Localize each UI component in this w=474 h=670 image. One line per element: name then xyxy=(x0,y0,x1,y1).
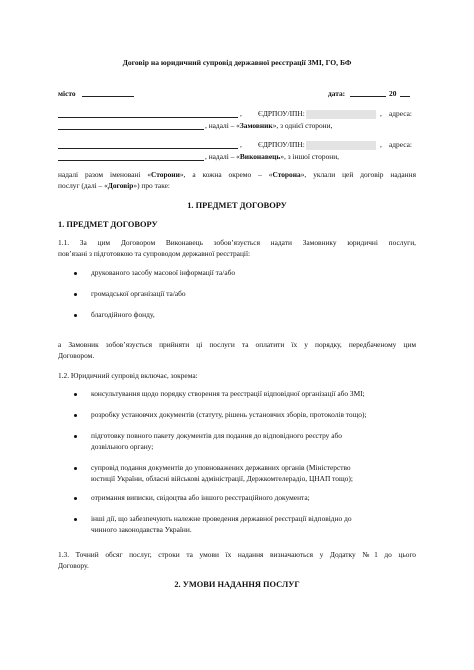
clause-1-3-line-1: 1.3. Точний обсяг послуг, строки та умови їх надання визначаються у Додатку №1 до цього xyxy=(58,550,416,559)
party1-edrpou-label: ЄДРПОУ/ІПН: xyxy=(258,109,305,118)
party2-address-field[interactable] xyxy=(58,160,204,161)
list1-item: друкованого засобу масової інформації та/або xyxy=(91,268,236,277)
intro-line-1: надалі разом іменовані «Сторони», а кожна окремо – «Сторона», уклали цей договір надання xyxy=(58,170,416,179)
bullet-icon xyxy=(74,272,77,275)
bullet-icon xyxy=(74,293,77,296)
bullet-icon xyxy=(74,518,77,521)
document-page: Договір на юридичний супровід державної реєстрації ЗМІ, ГО, БФ місто дата: 20 , ЄДРПОУ/ІПН: , адреса: , надалі – «Замовник», з однієї сторони, , ЄДРПОУ/ІПН: , адреса: , надалі – «Виконавець», з іншої сторони, надалі разом іменовані «Сторони», а кожна окремо – «Сторона», уклали цей договір надання послуг (далі – «Договір») про таке: 1. ПРЕДМЕТ ДОГОВОРУ 1. ПРЕДМЕТ ДОГОВОРУ 1.1. За цим Договором Виконавець зобов’язується надати Замовнику юридичні послуги, пов’язані з підготовкою та супроводом державної реєстрації: друкованого засобу масової інформації та/або громадської організації та/або благодійного фонду, а Замовник зобов’язується прийняти ці послуги та оплатити їх у порядку, передбаченому цим Договором. 1.2. Юридичний супровід включає, зокрема: консультування щодо порядку створення та реєстрації відповідної організації або ЗМІ; розробку установчих документів (статуту, рішень установчих зборів, протоколів тощо); підготовку повного пакету документів для подання до відповідного реєстру або дозвільного органу; супровід подання документів до уповноважених державних органів (Міністерство юстиції України, обласні військові адміністрації, Держкомтелерадіо, ЦНАП тощо); отримання виписки, свідоцтва або іншого реєстраційного документа; інші дії, що забезпечують належне проведення державної реєстрації відповідно до чинного законодавства України. 1.3. Точний обсяг послуг, строки та умови їх надання визначаються у Додатку №1 до цього Договору. 2. УМОВИ НАДАННЯ ПОСЛУГ xyxy=(0,0,474,670)
party1-edrpou-field[interactable] xyxy=(306,110,376,119)
party1-role-line: , надалі – «Замовник», з однієї сторони, xyxy=(205,121,333,130)
year-field[interactable] xyxy=(400,96,410,97)
date-label: дата: xyxy=(328,89,346,98)
intro-line-2: послуг (далі – «Договір») про таке: xyxy=(58,181,170,190)
bullet-icon xyxy=(74,497,77,500)
list2-item: підготовку повного пакету документів для подання до відповідного реєстру або xyxy=(91,431,342,440)
clause-1-2: 1.2. Юридичний супровід включає, зокрема: xyxy=(58,371,198,380)
list2-item: отримання виписки, свідоцтва або іншого реєстраційного документа; xyxy=(91,493,310,502)
document-title: Договір на юридичний супровід державної реєстрації ЗМІ, ГО, БФ xyxy=(122,58,352,67)
list2-item: консультування щодо порядку створення та реєстрації відповідної організації або ЗМІ; xyxy=(91,389,365,398)
place-field[interactable] xyxy=(82,96,134,97)
party1-name-field[interactable] xyxy=(58,117,238,118)
clause-1-1-line-2: пов’язані з підготовкою та супроводом державної реєстрації: xyxy=(58,249,251,258)
list2-item: інші дії, що забезпечують належне проведення державної реєстрації відповідно до xyxy=(91,514,352,523)
list1-item: благодійного фонду, xyxy=(91,310,155,319)
place-label: місто xyxy=(58,89,76,98)
party1-address-label: адреса: xyxy=(389,109,412,118)
bullet-icon xyxy=(74,435,77,438)
list2-item: розробку установчих документів (статуту, рішень установчих зборів, протоколів тощо); xyxy=(91,410,367,419)
section1-heading-center: 1. ПРЕДМЕТ ДОГОВОРУ xyxy=(187,201,287,210)
party2-name-field[interactable] xyxy=(58,148,238,149)
list2-item: супровід подання документів до уповноважених державних органів (Міністерство xyxy=(91,463,351,472)
clause-1-1-line-1: 1.1. За цим Договором Виконавець зобов’язується надати Замовнику юридичні послуги, xyxy=(58,238,416,247)
party2-address-label: адреса: xyxy=(389,140,412,149)
section2-heading: 2. УМОВИ НАДАННЯ ПОСЛУГ xyxy=(174,580,300,589)
clause-1-3-line-2: Договору. xyxy=(58,561,89,570)
date-field[interactable] xyxy=(350,96,386,97)
clause-1-1-tail-line-1: а Замовник зобов’язується прийняти ці послуги та оплатити їх у порядку, передбаченому цим xyxy=(58,340,416,349)
party2-edrpou-label: ЄДРПОУ/ІПН: xyxy=(258,140,305,149)
clause-1-1-tail-line-2: Договором. xyxy=(58,351,95,360)
list2-item-cont: дозвільного органу; xyxy=(91,442,154,451)
bullet-icon xyxy=(74,467,77,470)
year-prefix: 20 xyxy=(389,89,397,98)
party2-edrpou-field[interactable] xyxy=(306,141,376,150)
list2-item-cont: юстиції України, обласні військові адміністрації, Держкомтелерадіо, ЦНАП тощо); xyxy=(91,474,353,483)
party2-role-line: , надалі – «Виконавець», з іншої сторони, xyxy=(205,152,340,161)
bullet-icon xyxy=(74,414,77,417)
list2-item-cont: чинного законодавства України. xyxy=(91,525,192,534)
list1-item: громадської організації та/або xyxy=(91,289,186,298)
section1-heading-left: 1. ПРЕДМЕТ ДОГОВОРУ xyxy=(58,220,158,229)
party1-address-field[interactable] xyxy=(58,129,204,130)
bullet-icon xyxy=(74,314,77,317)
bullet-icon xyxy=(74,393,77,396)
